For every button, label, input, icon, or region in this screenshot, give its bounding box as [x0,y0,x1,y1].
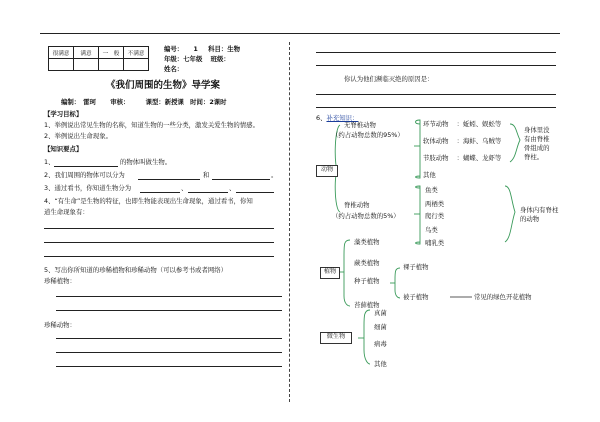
inv-group-name: 节肢动物 [423,154,449,162]
seed-group-angiosperm: 被子植物 [403,293,429,301]
vertebrate-share: （约占动物总数的5%） [332,212,400,220]
number-value: 1 [193,45,198,53]
inv-group-annelid [423,120,501,128]
plant-group-algae: 藻类植物 [354,238,380,246]
question-2: 2、我们周围的物体可以分为 [44,171,125,179]
plant-group-moss: 苔藓植物 [354,301,380,309]
points-heading: 【知识要点】 [44,145,83,153]
rare-animals-label: 珍稀动物： [44,321,76,329]
vert-group-bird: 鸟类 [425,226,438,234]
grade-label: 年级：七年级 [164,55,203,63]
name-label: 姓名： [164,65,184,73]
extinction-question: 你认为他们濒临灭绝的原因是： [344,75,434,83]
question-4-line-1: 4、“有生命”是生物的特征，也即生物能表现出生命现象，通过看书，你知 [44,197,253,205]
rating-very-satisfied[interactable]: 很满意 [49,47,74,59]
review-label: 审核： [110,98,130,106]
goal-item-1: 1、举例说出常见生物的名称，知道生物的一些分类，激发关爱生物的情感。 [44,121,259,129]
microbe-group-other: 其他 [374,360,387,368]
vertebrate-note: 身体内有脊柱的动物 [520,206,559,223]
inv-group-mollusk [423,137,501,145]
page-title: 《我们周围的生物》导学案 [106,80,221,91]
time-label: 时间： [190,98,210,106]
microbe-group-fungi: 真菌 [374,309,387,317]
angiosperm-note: 常见的绿色开花植物 [474,293,532,301]
invertebrate-note: 身体里没有由脊椎骨组成的脊柱。 [524,126,550,161]
author: 雷珂 [83,98,96,106]
vertebrate-label: 脊椎动物 [344,201,370,209]
vert-group-reptile: 爬行类 [425,212,445,220]
microbe-group-bacteria: 细菌 [374,323,387,331]
class-label: 班级： [210,55,230,63]
rating-satisfied[interactable]: 满意 [74,47,99,59]
number-label: 编号： [164,45,184,53]
goal-item-2: 2、举例说出生命现象。 [44,132,112,140]
comma: 、 [229,184,236,192]
vert-group-mammal: 哺乳类 [425,239,445,247]
plant-group-fern: 蕨类植物 [354,259,380,267]
inv-group-name: 环节动物 [423,120,449,128]
author-label: 编制： [61,98,81,106]
supplement-link[interactable]: 补充知识： [326,114,359,122]
inv-group-name: 软体动物 [423,137,449,145]
question-4-line-2: 道生命现象有： [44,208,89,216]
microbe-box: 微生物 [320,332,352,344]
time: 2课时 [209,98,227,106]
inv-group-example: ：海蚌、乌贼等 [456,137,502,145]
animal-box: 动物 [316,165,338,177]
question-5: 5、写出你所知道的珍稀植物和珍稀动物（可以参考书或者网络） [44,266,228,274]
vert-group-amphibian: 两栖类 [425,200,445,208]
invertebrate-label: 无脊椎动物 [344,121,376,129]
supplement-number: 6、 [316,114,327,122]
lesson-type: 新授课 [164,98,184,106]
question-1: 1、 [44,158,55,166]
inv-group-example: ：蚯蚓、蜈蚣等 [456,120,502,128]
lesson-type-label: 课型： [145,98,165,106]
comma: 、 [181,184,188,192]
rating-average[interactable]: 一 般 [99,47,124,59]
question-2-end: 。 [271,171,278,179]
goals-heading: 【学习目标】 [44,110,83,118]
inv-group-arthropod [423,154,501,162]
microbe-group-virus: 病毒 [374,340,387,348]
vert-group-fish: 鱼类 [425,186,438,194]
inv-group-other: 其他 [423,171,436,179]
plant-box: 植物 [320,267,340,279]
question-2-and: 和 [203,171,210,179]
rare-plants-label: 珍稀植物： [44,277,76,285]
invertebrate-share: （约占动物总数的95%） [332,131,404,139]
rating-dissatisfied[interactable]: 不满意 [124,47,149,59]
question-3: 3、通过看书，你知道生物分为 [44,184,132,192]
subject-label: 科目：生物 [208,45,241,53]
inv-group-example: ：蝴蝶、龙虾等 [456,154,502,162]
question-1-suffix: 的物体叫做生物。 [120,158,172,166]
plant-group-seed: 种子植物 [354,277,380,285]
seed-group-gymnosperm: 裸子植物 [403,263,429,271]
